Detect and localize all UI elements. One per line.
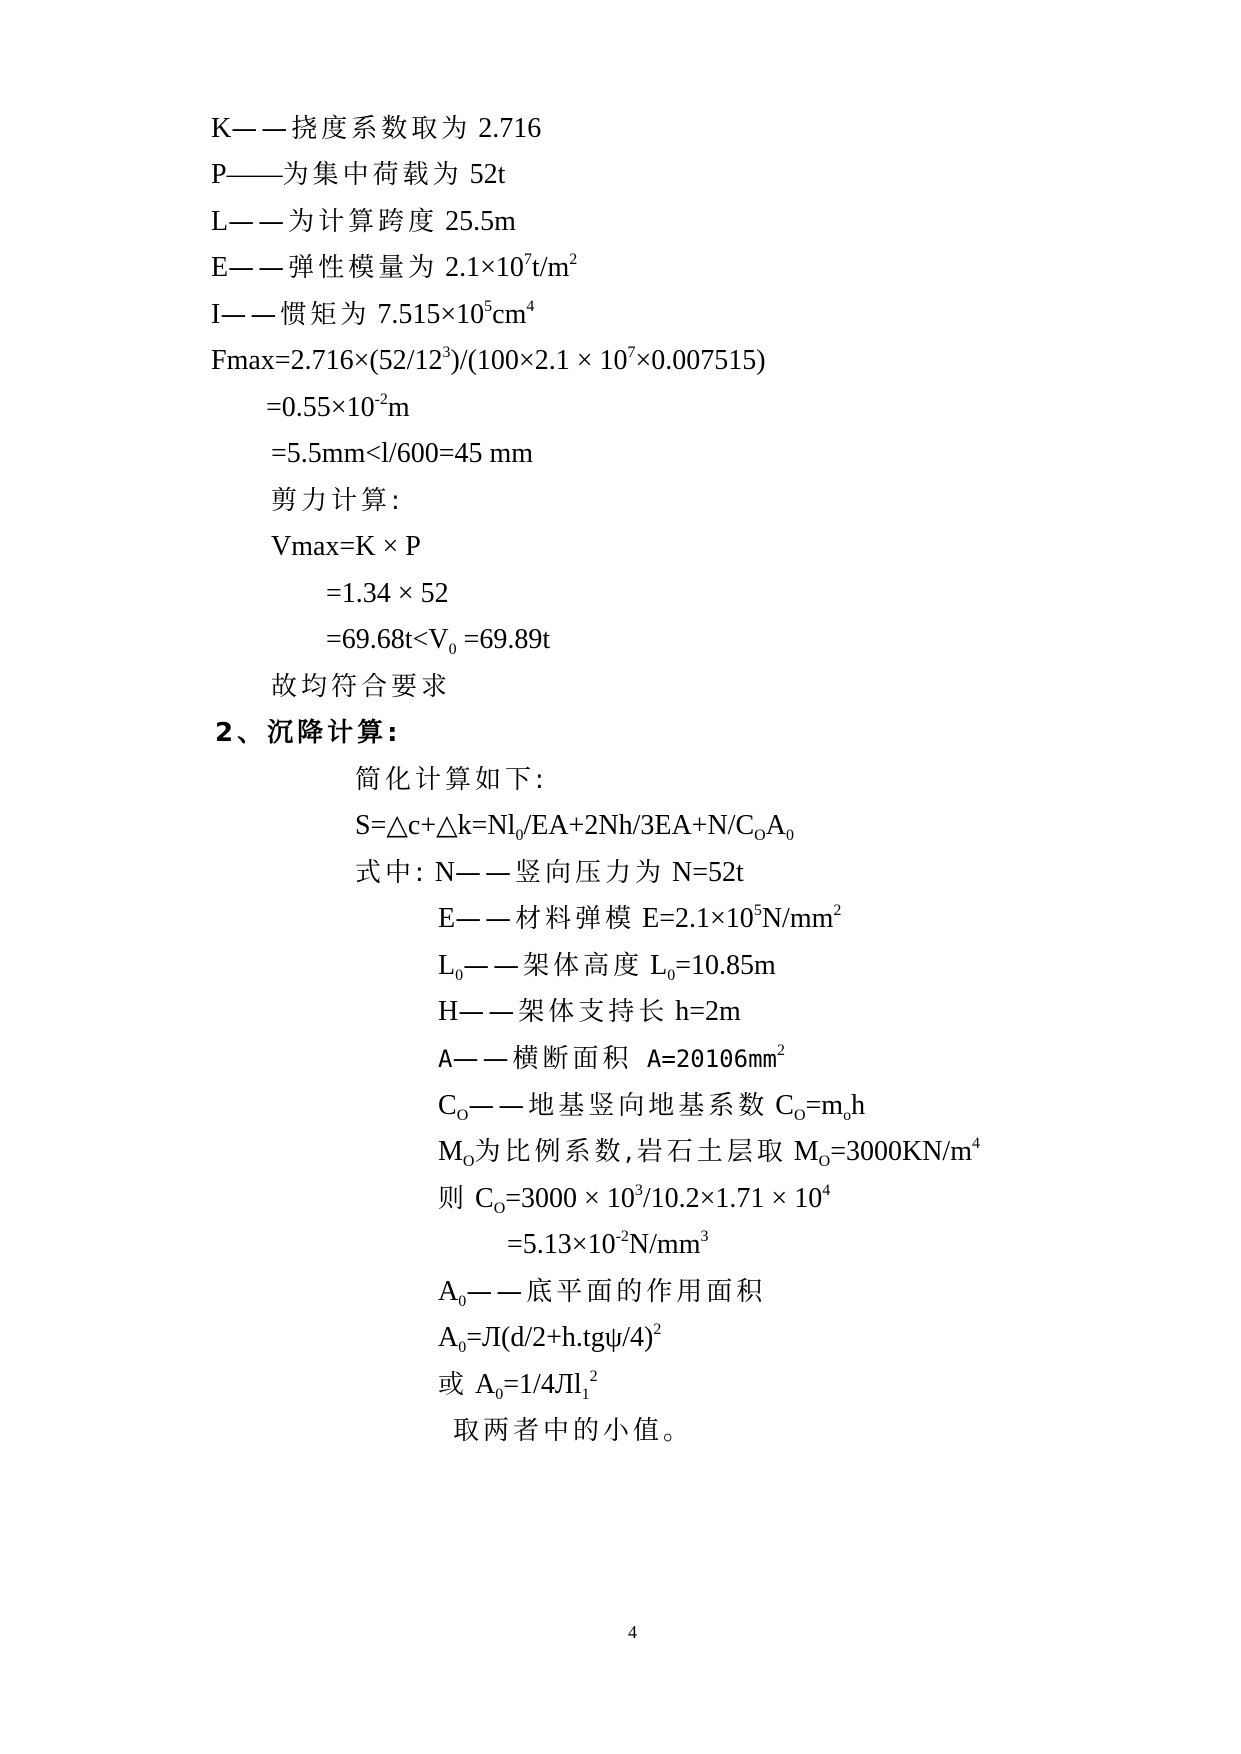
line-shear-heading: 剪力计算:	[271, 486, 404, 516]
line-i-moment-of-inertia: I——惯矩为 $7.515\times 10^5cm^4$	[211, 298, 535, 330]
line-h-support-length: H——架体支持长 h=2m	[438, 996, 741, 1027]
line-co-foundation-coefficient: $C_O——$地基竖向地基系数 $C_O=m_oh$	[438, 1090, 866, 1124]
line-take-smaller-value: 取两者中的小值。	[453, 1416, 694, 1446]
line-a0-formula-2: 或 $A_0=1/4Лl_1^2$	[438, 1368, 598, 1403]
line-co-result: $=5.13\times 10^{-2}N/mm^3$	[507, 1228, 709, 1260]
line-l0-frame-height: $L_0——$架体高度 $L_0=10.85m$	[438, 950, 776, 984]
line-e-elastic-modulus: E——弹性模量为 $2.1\times 10^7t/m^2$	[211, 251, 578, 283]
line-mo-proportional-coefficient: $M_O$为比例系数,岩石土层取 $M_O=3000KN/m^4$	[438, 1135, 980, 1170]
line-vmax-result: $=69.68t<V_0 =69.89t$	[326, 624, 551, 658]
line-fmax-result-mm: =5.5mm<l/600=45 mm	[271, 438, 534, 469]
line-p-concentrated-load: P——为集中荷载为 52t	[211, 159, 506, 190]
line-a0-formula-1: $A_0=Л(d/2+h.tg\psi/4)^2$	[438, 1321, 662, 1356]
line-fmax-result-m: $=0.55\times 10^{-2}m$	[266, 391, 410, 423]
line-k-deflection-coefficient: K——挠度系数取为 2.716	[211, 113, 542, 144]
line-l-span: L——为计算跨度 25.5m	[211, 206, 516, 237]
line-e-material-modulus: E——材料弹模 $E=2.1\times 10^5N/mm^2$	[438, 902, 842, 934]
line-vmax-substitution: =1.34 × 52	[326, 578, 449, 609]
line-vmax-formula: Vmax=K × P	[271, 531, 421, 562]
line-settlement-formula: $S=\triangle c+\triangle k=Nl_0/EA+2Nh/3EA+N/C_OA_0$	[355, 810, 794, 844]
line-fmax-formula: $Fmax=2.716\times(52/12^3)/(100\times 2.1 \times 10^7\times 0.007515)$	[211, 344, 766, 376]
line-conclusion: 故均符合要求	[271, 672, 452, 702]
line-co-calculation: 则 $C_O=3000 \times 10^3/10.2\times 1.71 \times 10^4$	[438, 1182, 831, 1217]
line-simplified-calc: 简化计算如下:	[355, 765, 548, 795]
line-a0-base-area: $A_0——$底平面的作用面积	[438, 1276, 767, 1310]
line-n-vertical-pressure: 式中: N——竖向压力为 N=52t	[355, 857, 744, 888]
page-number: 4	[628, 1622, 637, 1642]
section-heading-settlement: 2、沉降计算:	[215, 718, 402, 748]
line-a-cross-section: A——横断面积 $A=20106mm^2$	[438, 1042, 785, 1074]
